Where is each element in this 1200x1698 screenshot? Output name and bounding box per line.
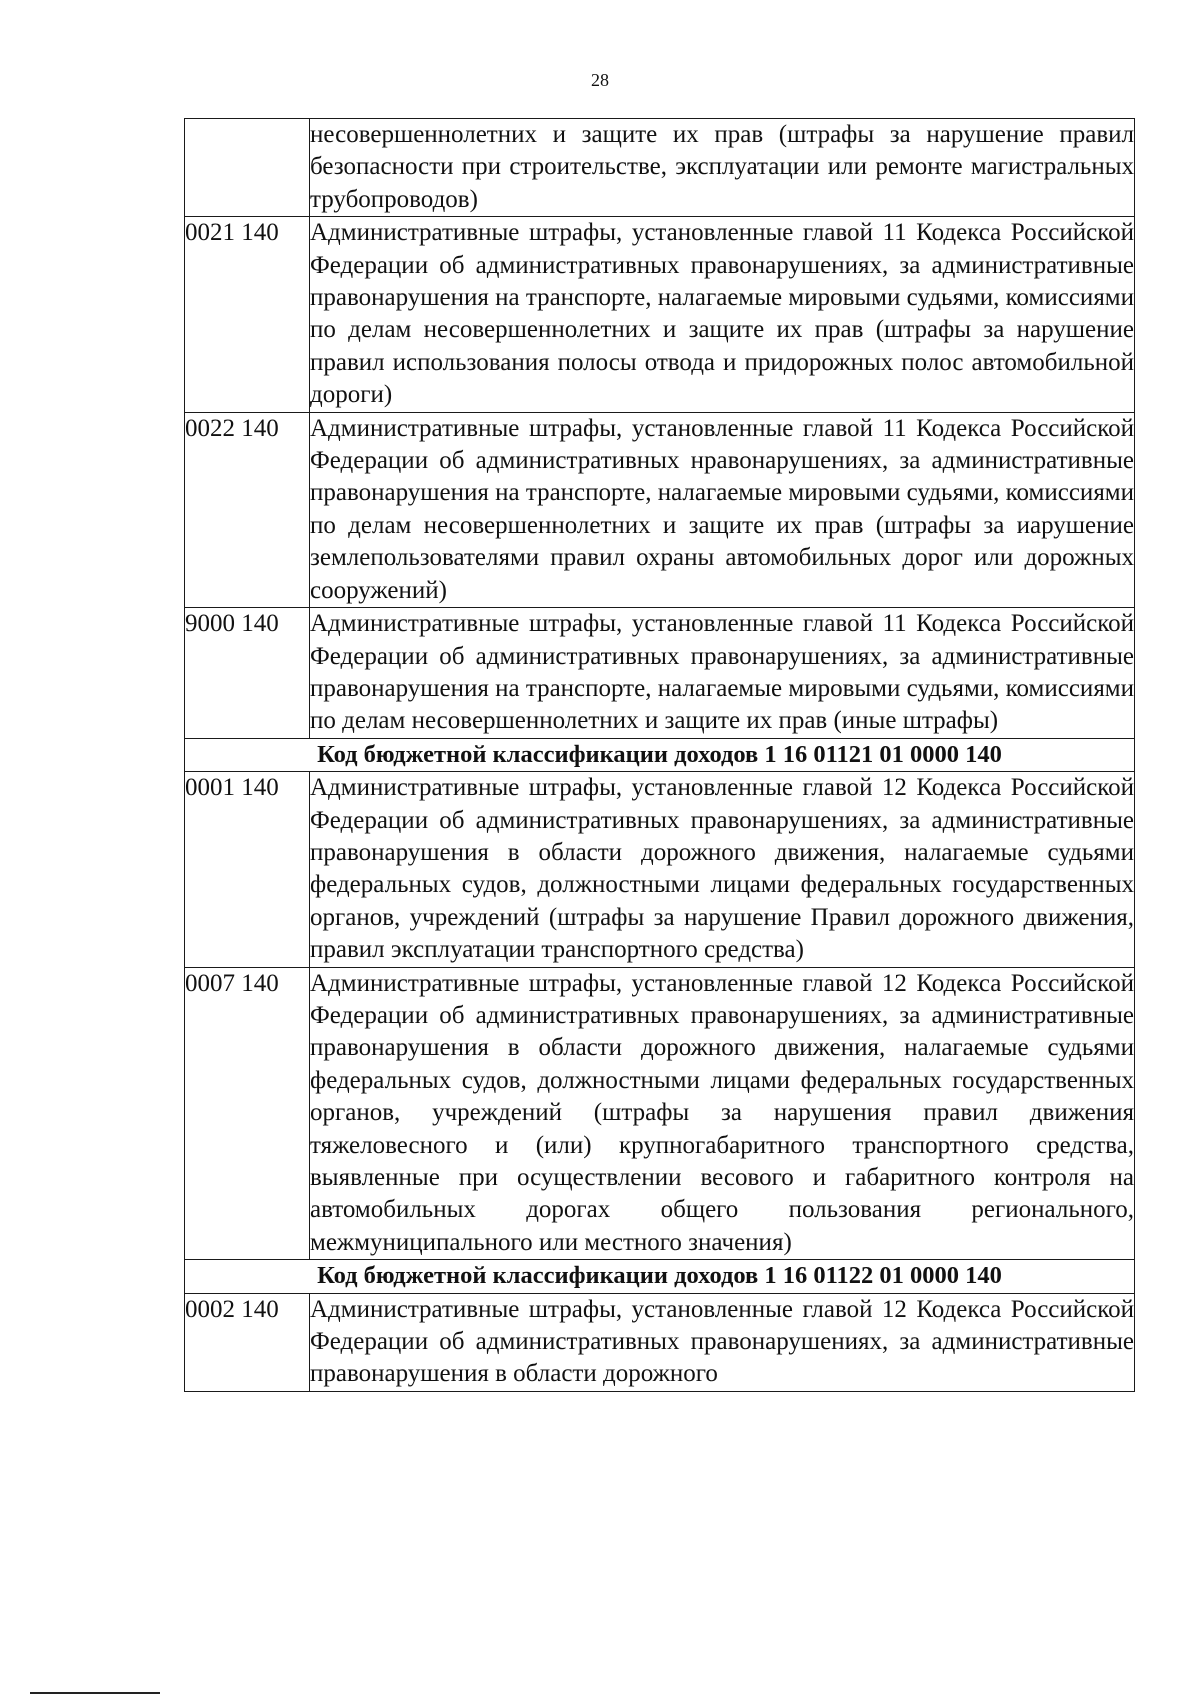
- description-cell: Административные штрафы, установленные главой 11 Кодекса Российской Федерации об административных нравонарушениях, за административные правонарушения на транспорте, налагаемые мировыми судьями, комиссиями по делам несовершеннолетних и защите их прав (штрафы за иарушение землепользователями правил охраны автомобильных дорог или дорожных сооружений): [310, 412, 1135, 607]
- code-cell: 0001 140: [185, 772, 310, 967]
- code-cell: [185, 119, 310, 217]
- table-row: [185, 412, 1135, 607]
- page-number: 28: [591, 70, 609, 90]
- table-row: [185, 119, 1135, 217]
- section-heading: Код бюджетной классификации доходов 1 16 01121 01 0000 140: [185, 738, 1135, 771]
- description-cell: Административные штрафы, установленные главой 12 Кодекса Российской Федерации об административных правонарушениях, за административные правонарушения в области дорожного движения, налагаемые судьями федеральных судов, должностными лицами федеральных государственных органов, учреждений (штрафы за нарушение Правил дорожного движения, правил эксплуатации транспортного средства): [310, 772, 1135, 967]
- table-row: [185, 608, 1135, 739]
- description-cell: Административные штрафы, установленные главой 11 Кодекса Российской Федерации об административных правонарушениях, за административные правонарушения на транспорте, налагаемые мировыми судьями, комиссиями по делам несовершеннолетних и защите их прав (иные штрафы): [310, 608, 1135, 739]
- description-cell: Административные штрафы, установленные главой 12 Кодекса Российской Федерации об административных правонарушениях, за административные правонарушения в области дорожного: [310, 1293, 1135, 1391]
- table-row: [185, 1293, 1135, 1391]
- code-cell: 0021 140: [185, 217, 310, 412]
- description-cell: несовершеннолетних и защите их прав (штрафы за нарушение правил безопасности при строительстве, эксплуатации или ремонте магистральных трубопроводов): [310, 119, 1135, 217]
- code-cell: 0007 140: [185, 967, 310, 1260]
- table-row: [185, 217, 1135, 412]
- section-heading-row: [185, 738, 1135, 771]
- section-heading: Код бюджетной классификации доходов 1 16 01122 01 0000 140: [185, 1260, 1135, 1293]
- classification-table: [184, 118, 1135, 1392]
- code-cell: 0002 140: [185, 1293, 310, 1391]
- description-cell: Административные штрафы, установленные главой 11 Кодекса Российской Федерации об административных правонарушениях, за административные правонарушения на транспорте, налагаемые мировыми судьями, комиссиями по делам несовершеннолетних и защите их прав (штрафы за нарушение правил использования полосы отвода и придорожных полос автомобильной дороги): [310, 217, 1135, 412]
- code-cell: 0022 140: [185, 412, 310, 607]
- code-cell: 9000 140: [185, 608, 310, 739]
- table-row: [185, 772, 1135, 967]
- footnote-separator-line: [30, 1692, 160, 1694]
- table-row: [185, 967, 1135, 1260]
- section-heading-row: [185, 1260, 1135, 1293]
- description-cell: Административные штрафы, установленные главой 12 Кодекса Российской Федерации об административных правонарушениях, за административные правонарушения в области дорожного движения, налагаемые судьями федеральных судов, должностными лицами федеральных государственных органов, учреждений (штрафы за нарушения правил движения тяжеловесного и (или) крупногабаритного транспортного средства, выявленные при осуществлении весового и габаритного контроля на автомобильных дорогах общего пользования регионального, межмуниципального или местного значения): [310, 967, 1135, 1260]
